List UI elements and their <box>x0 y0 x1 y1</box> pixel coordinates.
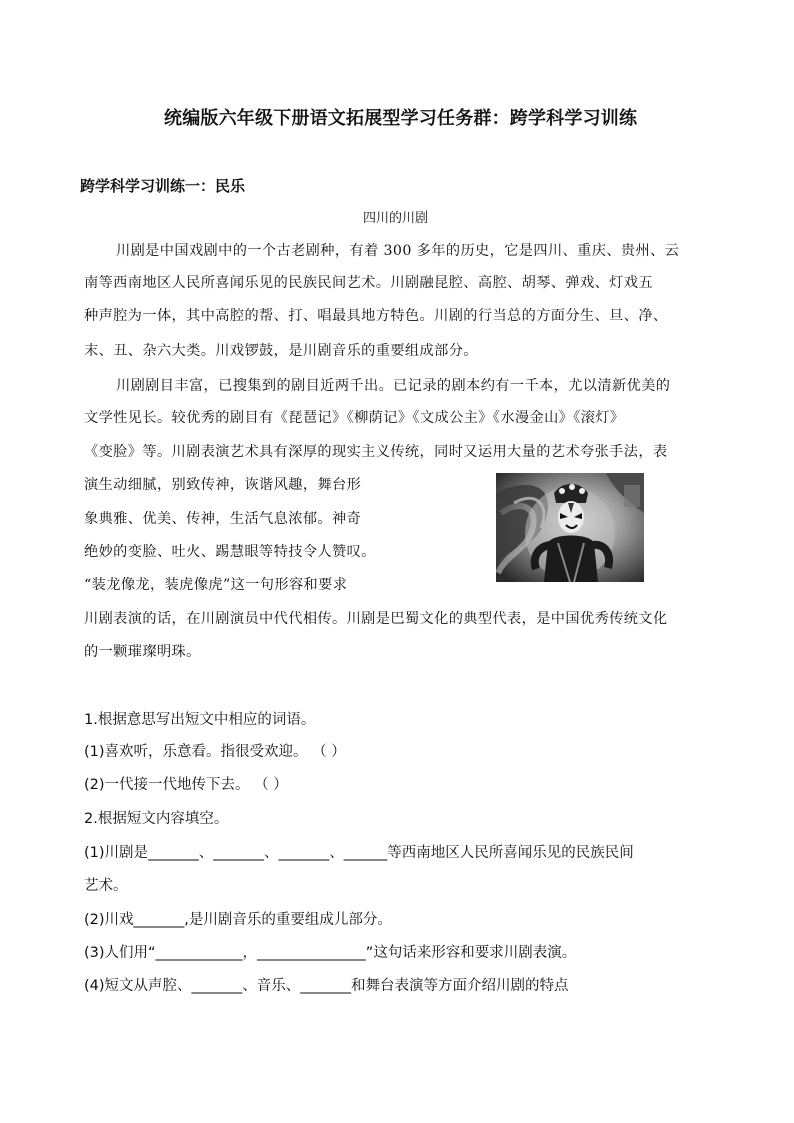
article-line: 演生动细腻，别致传神，诙谐风趣，舞台形 <box>84 477 362 493</box>
opera-performer-icon <box>496 473 644 582</box>
question-2-1: (1)川剧是_______、_______、_______、______等西南地区人民所喜闻乐见的民族民间 <box>84 845 634 861</box>
question-1: 1.根据意思写出短文中相应的词语。 <box>84 712 316 728</box>
section-heading: 跨学科学习训练一：民乐 <box>80 177 246 195</box>
article-line: 川剧是中国戏剧中的一个古老剧种，有着 300 多年的历史，它是四川、重庆、贵州、云 <box>116 243 680 259</box>
article-line: 川剧表演的话，在川剧演员中代代相传。川剧是巴蜀文化的典型代表，是中国优秀传统文化 <box>84 611 668 627</box>
article-line: 绝妙的变脸、吐火、踢慧眼等特技令人赞叹。 <box>84 544 376 560</box>
article-line: 南等西南地区人民所喜闻乐见的民族民间艺术。川剧融昆腔、高腔、胡琴、弹戏、灯戏五 <box>84 275 653 291</box>
question-1-1: (1)喜欢听，乐意看。指很受欢迎。 （ ） <box>84 744 346 760</box>
article-line: 末、丑、杂六大类。川戏锣鼓，是川剧音乐的重要组成部分。 <box>84 343 478 359</box>
article-title: 四川的川剧 <box>363 211 429 226</box>
article-line: 《变脸》等。川剧表演艺术具有深厚的现实主义传统，同时又运用大量的艺术夸张手法，表 <box>84 444 668 460</box>
article-line: 种声腔为一体，其中高腔的帮、打、唱最具地方特色。川剧的行当总的方面分生、旦、净、 <box>84 308 668 324</box>
article-line: 的一颗璀璨明珠。 <box>84 644 201 660</box>
question-2-2: (2)川戏_______,是川剧音乐的重要组成儿部分。 <box>84 912 392 928</box>
question-2-1-cont: 艺术。 <box>84 878 128 894</box>
sichuan-opera-photo <box>496 473 644 582</box>
article-line: “装龙像龙，装虎像虎”这一句形容和要求 <box>84 577 348 593</box>
article-line: 川剧剧目丰富，已搜集到的剧目近两千出。已记录的剧本约有一千本，尤以清新优美的 <box>116 378 671 394</box>
question-2: 2.根据短文内容填空。 <box>84 811 229 827</box>
article-line: 文学性见长。较优秀的剧目有《琵琶记》《柳荫记》《文成公主》《水漫金山》《滚灯》 <box>84 410 625 426</box>
question-2-3: (3)人们用“____________，_______________”这句话来形容和要求川剧表演。 <box>84 945 577 961</box>
question-2-4: (4)短文从声腔、_______、音乐、_______和舞台表演等方面介绍川剧的特点 <box>84 978 569 994</box>
document-title: 统编版六年级下册语文拓展型学习任务群：跨学科学习训练 <box>164 108 638 129</box>
question-1-2: (2)一代接一代地传下去。 （ ） <box>84 777 288 793</box>
article-line: 象典雅、优美、传神，生活气息浓郁。神奇 <box>84 511 362 527</box>
